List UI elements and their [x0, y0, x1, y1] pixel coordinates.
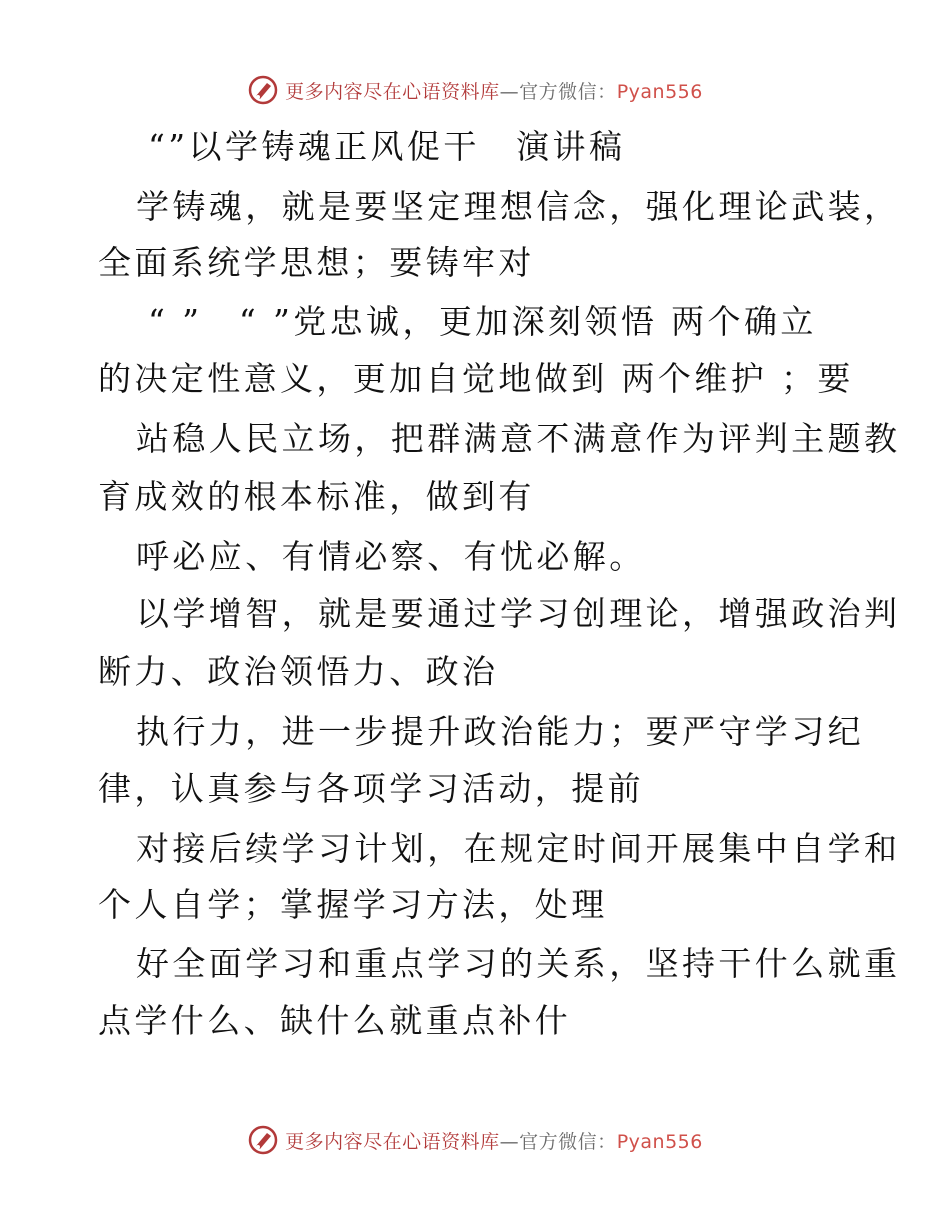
header-watermark-banner	[0, 70, 950, 110]
text-line: 律，认真参与各项学习活动，提前	[98, 769, 644, 808]
text-line: 好全面学习和重点学习的关系，坚持干什么就重	[136, 944, 901, 983]
text-line: 断力、政治领悟力、政治	[98, 652, 499, 691]
text-line: 对接后续学习计划，在规定时间开展集中自学和	[136, 829, 901, 868]
text-line: 的决定性意义，更加自觉地做到 两个维护 ；要	[98, 359, 854, 398]
watermark-text: 更多内容尽在心语资料库—官方微信：Pyan556	[285, 80, 703, 103]
document-title: “”以学铸魂正风促干 演讲稿	[148, 127, 626, 166]
text-line: “ ” “ ”党忠诚，更加深刻领悟 两个确立	[148, 302, 817, 341]
footer-watermark-banner	[0, 1120, 950, 1160]
pen-nib-circle-icon	[247, 1124, 279, 1156]
text-line: 个人自学；掌握学习方法，处理	[98, 885, 608, 924]
text-line: 全面系统学思想；要铸牢对	[98, 243, 535, 282]
pen-nib-circle-icon	[247, 74, 279, 106]
watermark-text: 更多内容尽在心语资料库—官方微信：Pyan556	[285, 1130, 703, 1153]
text-line: 育成效的根本标准，做到有	[98, 477, 535, 516]
text-line: 站稳人民立场，把群满意不满意作为评判主题教	[136, 419, 901, 458]
text-line: 学铸魂，就是要坚定理想信念，强化理论武装，	[136, 187, 901, 226]
text-line: 执行力，进一步提升政治能力；要严守学习纪	[136, 712, 864, 751]
text-line: 呼必应、有情必察、有忧必解。	[136, 537, 646, 576]
text-line: 以学增智，就是要通过学习创理论，增强政治判	[136, 594, 901, 633]
text-line: 点学什么、缺什么就重点补什	[98, 1001, 572, 1040]
